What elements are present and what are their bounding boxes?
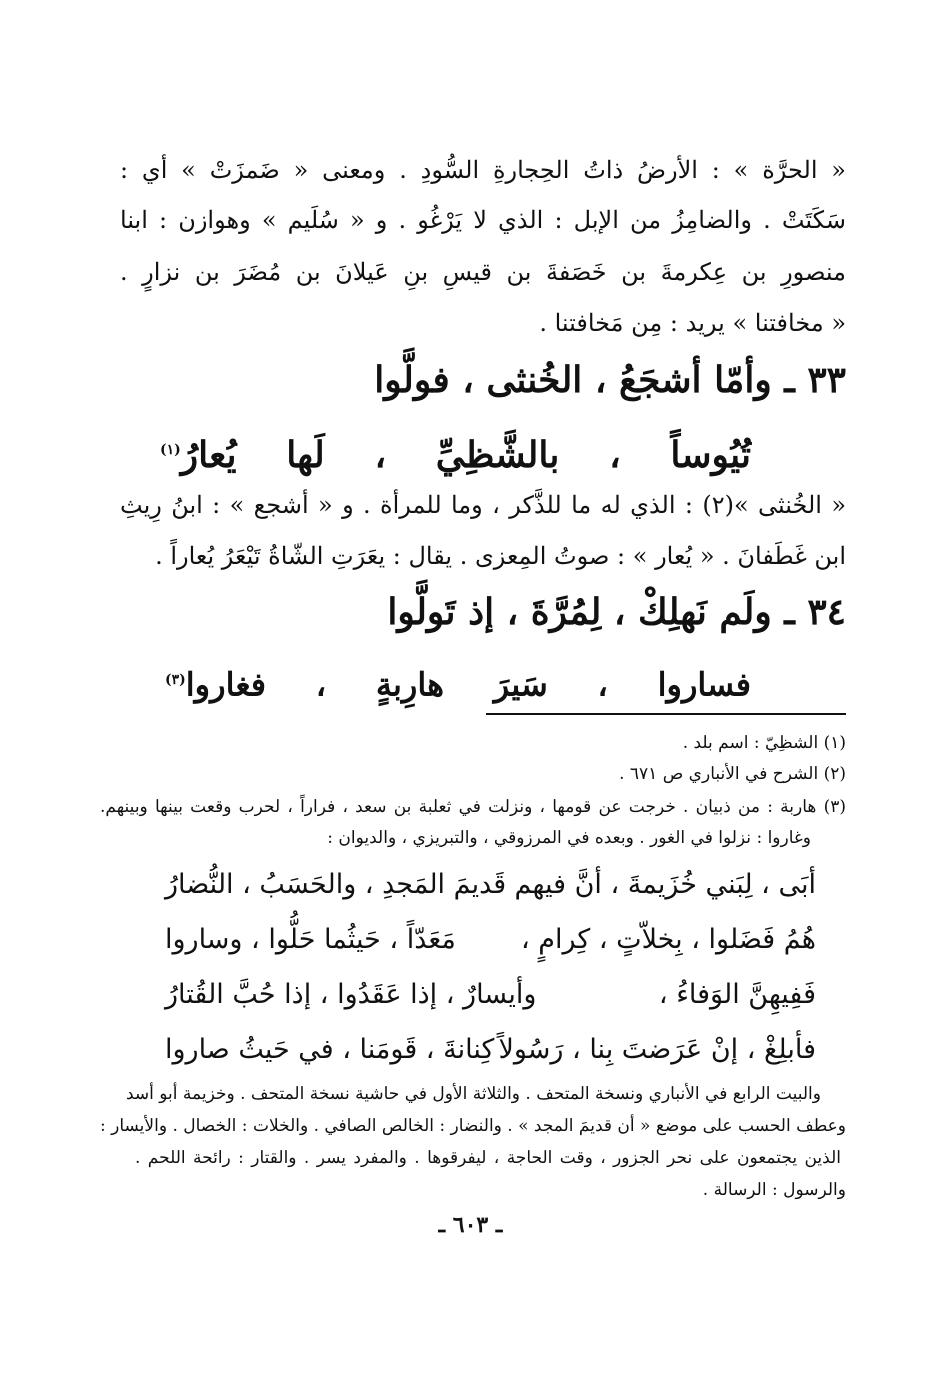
poem-line-2-first: هُمُ فَضَلوا ، بِخلاّتٍ ، كِرامٍ ، bbox=[521, 924, 816, 955]
poem-line-4-second: كِنانةَ ، قَومَنا ، في حَيثُ صاروا bbox=[165, 1034, 495, 1065]
footnote-ref-3: (٣) bbox=[165, 672, 186, 688]
poem-line-3-second: وأيسارٌ ، إذا عَقَدُوا ، إذا حُبَّ القُتارُ bbox=[165, 979, 537, 1010]
footnote-ref-1: (١) bbox=[160, 442, 181, 458]
page-number: ـ ٦٠٣ ـ bbox=[438, 1212, 503, 1238]
footnote-3-continued: وغاروا : نزلوا في الغور . وبعده في المرزوقي ، والتبريزي ، والديوان : bbox=[327, 828, 811, 848]
paragraph-1-line-1: « الحرَّة » : الأرضُ ذاتُ الحِجارةِ السُّودِ . ومعنى « ضَمزَتْ » أي : bbox=[120, 156, 846, 184]
poem-line-1-second: قَديمَ المَجدِ ، والحَسَبُ ، النُّضارُ bbox=[165, 869, 507, 900]
closing-note-line-2: وعطف الحسب على موضع « أن قديمَ المجد » . والنضار : الخالص الصافي . والخلات : الخصال . والأيسار : bbox=[100, 1116, 846, 1136]
paragraph-2-line-2: ابن غَطَفانَ . « يُعار » : صوتُ المِعزى . يقال : يعَرَتِ الشّاةُ تَيْعَرُ يُعاراً . bbox=[155, 542, 846, 570]
paragraph-1-line-4: « مخافتنا » يريد : مِن مَخافتنا . bbox=[539, 309, 846, 337]
verse-33-line-1: ٣٣ ـ وأمّا أشجَعُ ، الخُنثى ، فولَّوا bbox=[374, 359, 846, 401]
closing-note-line-3: الذين يجتمعون على نحر الجزور ، وقت الحاجة ، ليفرقوها . والمفرد يسر . والقتار : رائحة اللحم . bbox=[135, 1148, 841, 1168]
poem-line-1-first: أبَى ، لِبَني خُزَيمةَ ، أنَّ فيهم bbox=[514, 869, 816, 900]
poem-line-3-first: فَفِيهِنَّ الوَفاءُ ، bbox=[658, 979, 816, 1010]
footnote-2: (٢) الشرح في الأنباري ص ٦٧١ . bbox=[619, 764, 846, 784]
paragraph-1-line-3: منصورِ بن عِكرمةَ بن خَصَفةَ بن قيسِ بنِ عَيلانَ بن مُضَرَ بن نزارٍ . bbox=[120, 258, 846, 286]
footnote-3: (٣) هاربة : من ذبيان . خرجت عن قومها ، ونزلت في ثعلبة بن سعد ، فراراً ، لحرب وقعت بينها وبينهم. bbox=[100, 797, 846, 817]
poem-line-2-second: مَعَدّاً ، حَيثُما حَلُّوا ، وساروا bbox=[165, 924, 456, 955]
paragraph-1-line-2: سَكَتَتْ . والضامِزُ من الإبل : الذي لا يَرْغُو . و « سُلَيم » وهوازن : ابنا bbox=[120, 206, 846, 234]
verse-34-line-2-text: فساروا ، سَيرَ هارِبةٍ ، فغاروا bbox=[185, 665, 751, 704]
poem-line-4-first: فأبلِغْ ، إنْ عَرَضتَ بِنا ، رَسُولاً bbox=[498, 1034, 816, 1065]
verse-34-line-1: ٣٤ ـ ولَم نَهلِكْ ، لِمُرَّةَ ، إذ تَولَّوا bbox=[387, 591, 846, 633]
closing-note-line-1: والبيت الرابع في الأنباري ونسخة المتحف . والثلاثة الأول في حاشية نسخة المتحف . وخزيمة أبو أسد bbox=[125, 1084, 821, 1104]
verse-34-line-2 bbox=[165, 660, 751, 705]
paragraph-2-line-1: « الخُنثى »(٢) : الذي له ما للذَّكر ، وما للمرأة . و « أشجع » : ابنُ رِيثِ bbox=[120, 491, 846, 519]
verse-33-line-2 bbox=[160, 428, 751, 477]
verse-33-line-2-text: تُيُوساً ، بالشَّظِيِّ ، لَها يُعارُ bbox=[180, 434, 751, 476]
footnote-separator bbox=[486, 713, 846, 715]
footnote-1: (١) الشظِيّ : اسم بلد . bbox=[682, 733, 846, 753]
closing-note-line-4: والرسول : الرسالة . bbox=[702, 1180, 846, 1200]
